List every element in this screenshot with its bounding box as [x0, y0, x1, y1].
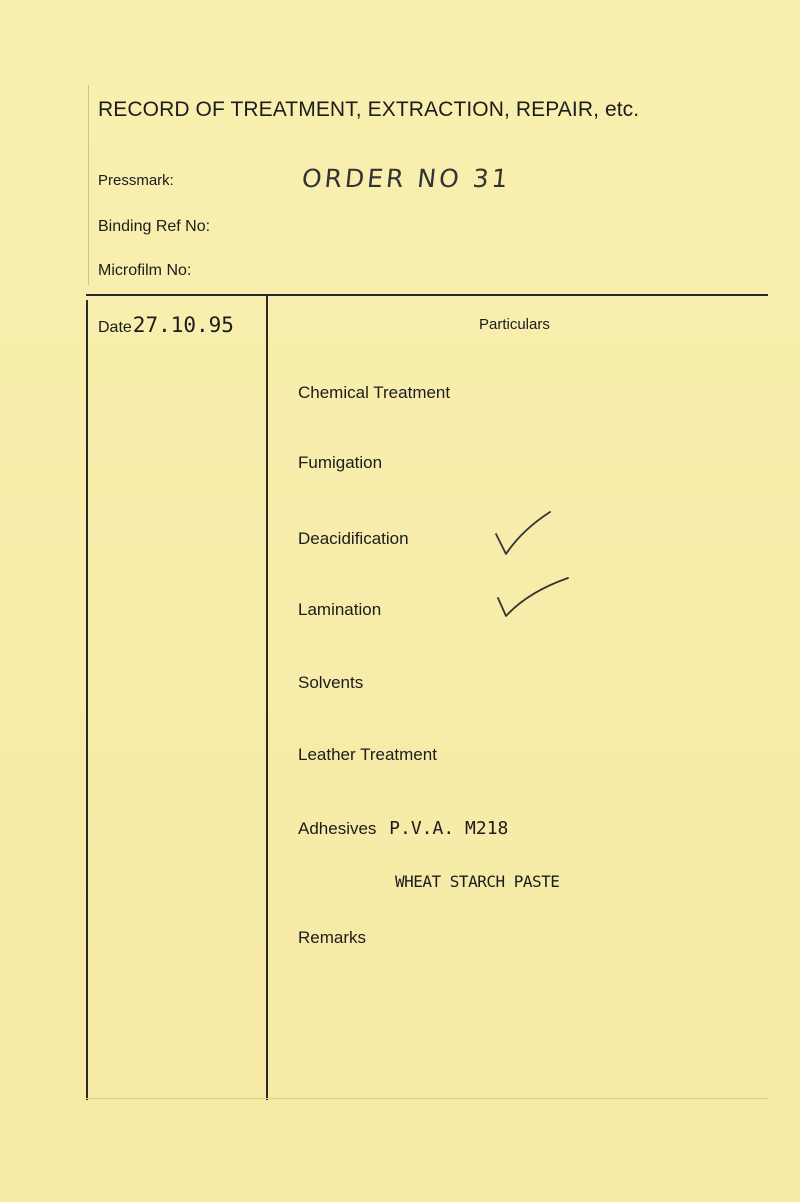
item-deacidification: Deacidification [298, 529, 409, 548]
item-fumigation: Fumigation [298, 453, 383, 472]
item-lamination: Lamination [298, 600, 382, 619]
item-remarks: Remarks [298, 928, 367, 947]
item-chemical-treatment: Chemical Treatment [298, 383, 451, 402]
microfilm-label: Microfilm No: [98, 262, 192, 279]
binding-ref-label: Binding Ref No: [98, 218, 211, 235]
date-value: 27.10.95 [132, 313, 234, 337]
left-date-rule [86, 300, 88, 1100]
item-solvents: Solvents [298, 673, 364, 692]
bottom-rule [86, 1098, 768, 1099]
checkmark-icon [494, 574, 574, 620]
item-leather-treatment: Leather Treatment [298, 745, 437, 764]
particulars-heading: Particulars [479, 316, 550, 333]
pressmark-label: Pressmark: [98, 172, 174, 189]
adhesives-label: Adhesives [298, 819, 377, 838]
date-field [98, 313, 234, 337]
checkmark-icon [492, 508, 556, 560]
adhesives-value-2: WHEAT STARCH PASTE [395, 872, 560, 891]
pressmark-value: ORDER NO 31 [300, 164, 513, 193]
column-divider [266, 296, 268, 1100]
adhesives-value: P.V.A. M218 [389, 818, 509, 839]
date-label: Date [98, 319, 132, 336]
left-margin-rule [88, 85, 89, 285]
page-title: RECORD OF TREATMENT, EXTRACTION, REPAIR, etc. [98, 98, 640, 121]
item-adhesives [298, 818, 508, 839]
header-rule [86, 294, 768, 296]
